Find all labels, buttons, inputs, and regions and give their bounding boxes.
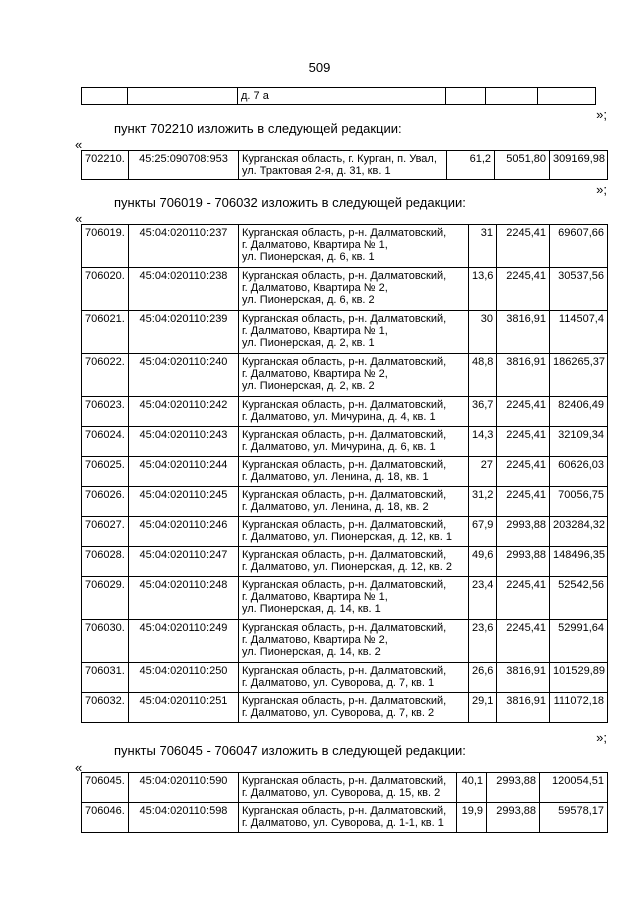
record-number-cell: 706030.	[82, 620, 129, 663]
address-line: г. Далматово, ул. Мичурина, д. 6, кв. 1	[242, 441, 436, 453]
address-line: Курганская область, р-н. Далматовский,	[242, 579, 447, 591]
area-cell: 13,6	[469, 268, 497, 311]
table-row	[82, 354, 608, 397]
record-number-cell: 706026.	[82, 487, 129, 517]
price-per-unit-cell: 2993,88	[487, 803, 540, 833]
price-per-unit-cell: 2245,41	[497, 427, 550, 457]
cadastral-value-cell: 101529,89	[550, 663, 608, 693]
cadastral-number-cell: 45:04:020110:251	[129, 693, 239, 723]
record-number-cell: 706046.	[82, 803, 129, 833]
cadastral-value-cell: 114507,4	[550, 311, 608, 354]
address-line: Курганская область, р-н. Далматовский,	[242, 429, 447, 441]
address-line: Курганская область, р-н. Далматовский,	[242, 519, 447, 531]
cadastral-number-cell: 45:04:020110:245	[129, 487, 239, 517]
area-cell: 40,1	[457, 773, 487, 803]
address-line: г. Далматово, ул. Пионерская, д. 12, кв. 1	[242, 531, 452, 543]
price-per-unit-cell: 2993,88	[497, 547, 550, 577]
record-number-cell: 706027.	[82, 517, 129, 547]
closing-quote: »;	[596, 107, 607, 122]
address-cell	[239, 457, 469, 487]
table-cell	[82, 88, 128, 105]
area-cell: 26,6	[469, 663, 497, 693]
area-cell: 48,8	[469, 354, 497, 397]
cadastral-number-cell: 45:04:020110:237	[129, 225, 239, 268]
cadastral-number-cell: 45:04:020110:249	[129, 620, 239, 663]
cadastral-value-cell: 59578,17	[540, 803, 608, 833]
record-number-cell: 706032.	[82, 693, 129, 723]
table-row	[82, 457, 608, 487]
area-cell: 31,2	[469, 487, 497, 517]
address-cell	[239, 427, 469, 457]
address-line: г. Далматово, ул. Суворова, д. 7, кв. 2	[242, 707, 435, 719]
record-number-cell: 706031.	[82, 663, 129, 693]
record-number-cell: 706025.	[82, 457, 129, 487]
cadastral-number-cell: 45:04:020110:246	[129, 517, 239, 547]
cadastral-value-cell: 120054,51	[540, 773, 608, 803]
cadastral-value-cell: 30537,56	[550, 268, 608, 311]
address-line: Курганская область, р-н. Далматовский,	[242, 227, 447, 239]
table-row	[82, 311, 608, 354]
table-row	[82, 517, 608, 547]
cadastral-number-cell: 45:04:020110:598	[129, 803, 239, 833]
address-cell	[239, 577, 469, 620]
cadastral-number-cell: 45:04:020110:238	[129, 268, 239, 311]
area-cell: 67,9	[469, 517, 497, 547]
table-cell	[128, 88, 238, 105]
address-line: г. Далматово, Квартира № 1,	[242, 591, 388, 603]
address-line: г. Далматово, Квартира № 2,	[242, 634, 388, 646]
address-line: ул. Трактовая 2-я, д. 31, кв. 1	[242, 165, 391, 177]
address-line: Курганская область, р-н. Далматовский,	[242, 695, 447, 707]
address-line: Курганская область, р-н. Далматовский,	[242, 459, 447, 471]
address-line: Курганская область, р-н. Далматовский,	[242, 489, 447, 501]
cadastral-number-cell: 45:04:020110:242	[129, 397, 239, 427]
cadastral-value-cell: 82406,49	[550, 397, 608, 427]
address-line: г. Далматово, ул. Мичурина, д. 4, кв. 1	[242, 411, 436, 423]
cadastral-number-cell: 45:04:020110:247	[129, 547, 239, 577]
record-number-cell: 702210.	[82, 151, 129, 180]
table-cell	[446, 88, 486, 105]
address-line: ул. Пионерская, д. 14, кв. 1	[242, 603, 381, 615]
address-line: Курганская область, р-н. Далматовский,	[242, 356, 447, 368]
record-number-cell: 706021.	[82, 311, 129, 354]
table-row	[82, 151, 608, 180]
opening-quote: «	[75, 137, 83, 152]
address-cell	[239, 773, 457, 803]
address-line: Курганская область, р-н. Далматовский,	[242, 399, 447, 411]
table-row	[82, 427, 608, 457]
cadastral-number-cell: 45:04:020110:243	[129, 427, 239, 457]
address-line: ул. Пионерская, д. 6, кв. 2	[242, 294, 375, 306]
cadastral-number-cell: 45:25:090708:953	[129, 151, 239, 180]
address-line: Курганская область, р-н. Далматовский,	[242, 549, 447, 561]
table-row	[82, 547, 608, 577]
price-per-unit-cell: 2245,41	[497, 487, 550, 517]
cadastral-number-cell: 45:04:020110:239	[129, 311, 239, 354]
address-line: г. Далматово, ул. Ленина, д. 18, кв. 1	[242, 471, 429, 483]
closing-quote: »;	[596, 182, 607, 197]
address-line: ул. Пионерская, д. 2, кв. 2	[242, 380, 375, 392]
record-number-cell: 706045.	[82, 773, 129, 803]
address-line: Курганская область, р-н. Далматовский,	[242, 622, 447, 634]
address-line: г. Далматово, Квартира № 2,	[242, 368, 388, 380]
area-cell: 30	[469, 311, 497, 354]
address-cell	[239, 151, 447, 180]
area-cell: 29,1	[469, 693, 497, 723]
address-cell	[239, 397, 469, 427]
price-per-unit-cell: 2993,88	[497, 517, 550, 547]
address-cell	[239, 620, 469, 663]
table-row	[82, 620, 608, 663]
address-line: г. Далматово, ул. Ленина, д. 18, кв. 2	[242, 501, 429, 513]
address-line: г. Далматово, ул. Пионерская, д. 12, кв. 2	[242, 561, 452, 573]
address-line: ул. Пионерская, д. 2, кв. 1	[242, 337, 375, 349]
area-cell: 49,6	[469, 547, 497, 577]
address-line: г. Далматово, ул. Суворова, д. 7, кв. 1	[242, 677, 435, 689]
area-cell: 27	[469, 457, 497, 487]
address-cell	[239, 311, 469, 354]
price-per-unit-cell: 2245,41	[497, 225, 550, 268]
area-cell: 23,6	[469, 620, 497, 663]
top-fragment-table	[81, 87, 596, 105]
table-row	[82, 577, 608, 620]
price-per-unit-cell: 2245,41	[497, 457, 550, 487]
cadastral-number-cell: 45:04:020110:240	[129, 354, 239, 397]
table-row	[82, 773, 608, 803]
table-cell	[538, 88, 596, 105]
cadastral-value-cell: 69607,66	[550, 225, 608, 268]
table-row	[82, 88, 596, 105]
address-line: г. Далматово, ул. Суворова, д. 15, кв. 2	[242, 787, 441, 799]
record-number-cell: 706024.	[82, 427, 129, 457]
table-row	[82, 225, 608, 268]
cadastral-number-cell: 45:04:020110:248	[129, 577, 239, 620]
price-per-unit-cell: 3816,91	[497, 311, 550, 354]
address-line: Курганская область, р-н. Далматовский,	[242, 665, 447, 677]
area-cell: 36,7	[469, 397, 497, 427]
opening-quote: «	[75, 760, 83, 775]
table-702210	[81, 150, 608, 180]
cadastral-value-cell: 309169,98	[550, 151, 608, 180]
price-per-unit-cell: 5051,80	[495, 151, 550, 180]
price-per-unit-cell: 2245,41	[497, 268, 550, 311]
area-cell: 19,9	[457, 803, 487, 833]
address-line: Курганская область, р-н. Далматовский,	[242, 270, 447, 282]
table-row	[82, 397, 608, 427]
table-cell: д. 7 а	[238, 88, 446, 105]
table-row	[82, 693, 608, 723]
address-line: г. Далматово, Квартира № 2,	[242, 282, 388, 294]
address-line: Курганская область, р-н. Далматовский,	[242, 313, 447, 325]
table-row	[82, 268, 608, 311]
cadastral-value-cell: 148496,35	[550, 547, 608, 577]
cadastral-value-cell: 186265,37	[550, 354, 608, 397]
price-per-unit-cell: 2245,41	[497, 620, 550, 663]
cadastral-value-cell: 203284,32	[550, 517, 608, 547]
address-cell	[239, 225, 469, 268]
page-number: 509	[308, 60, 331, 75]
cadastral-value-cell: 32109,34	[550, 427, 608, 457]
table-row	[82, 803, 608, 833]
address-line: Курганская область, г. Курган, п. Увал,	[242, 153, 437, 165]
address-cell	[239, 693, 469, 723]
address-line: Курганская область, р-н. Далматовский,	[242, 805, 447, 817]
table-cell	[486, 88, 538, 105]
opening-quote: «	[75, 211, 83, 226]
record-number-cell: 706028.	[82, 547, 129, 577]
price-per-unit-cell: 2245,41	[497, 577, 550, 620]
table-row	[82, 487, 608, 517]
address-line: г. Далматово, Квартира № 1,	[242, 325, 388, 337]
address-line: г. Далматово, Квартира № 1,	[242, 239, 388, 251]
record-number-cell: 706023.	[82, 397, 129, 427]
cadastral-number-cell: 45:04:020110:590	[129, 773, 239, 803]
area-cell: 14,3	[469, 427, 497, 457]
area-cell: 23,4	[469, 577, 497, 620]
address-line: ул. Пионерская, д. 6, кв. 1	[242, 251, 375, 263]
cadastral-value-cell: 70056,75	[550, 487, 608, 517]
cadastral-value-cell: 52991,64	[550, 620, 608, 663]
cadastral-value-cell: 60626,03	[550, 457, 608, 487]
area-cell: 61,2	[447, 151, 495, 180]
record-number-cell: 706019.	[82, 225, 129, 268]
cadastral-number-cell: 45:04:020110:244	[129, 457, 239, 487]
address-line: г. Далматово, ул. Суворова, д. 1-1, кв. 1	[242, 817, 444, 829]
address-cell	[239, 487, 469, 517]
price-per-unit-cell: 3816,91	[497, 354, 550, 397]
address-line: Курганская область, р-н. Далматовский,	[242, 775, 447, 787]
address-cell	[239, 803, 457, 833]
address-cell	[239, 547, 469, 577]
address-cell	[239, 268, 469, 311]
table-706045-706047	[81, 772, 608, 833]
section-heading-706045-706047: пункты 706045 - 706047 изложить в следующей редакции:	[114, 743, 466, 758]
table-706019-706032	[81, 224, 608, 723]
record-number-cell: 706020.	[82, 268, 129, 311]
section-heading-706019-706032: пункты 706019 - 706032 изложить в следующей редакции:	[114, 195, 466, 210]
record-number-cell: 706029.	[82, 577, 129, 620]
price-per-unit-cell: 3816,91	[497, 663, 550, 693]
price-per-unit-cell: 2993,88	[487, 773, 540, 803]
cadastral-value-cell: 111072,18	[550, 693, 608, 723]
section-heading-702210: пункт 702210 изложить в следующей редакции:	[114, 121, 402, 136]
table-row	[82, 663, 608, 693]
address-cell	[239, 663, 469, 693]
closing-quote: »;	[596, 730, 607, 745]
price-per-unit-cell: 3816,91	[497, 693, 550, 723]
cadastral-value-cell: 52542,56	[550, 577, 608, 620]
record-number-cell: 706022.	[82, 354, 129, 397]
address-cell	[239, 517, 469, 547]
price-per-unit-cell: 2245,41	[497, 397, 550, 427]
area-cell: 31	[469, 225, 497, 268]
address-cell	[239, 354, 469, 397]
cadastral-number-cell: 45:04:020110:250	[129, 663, 239, 693]
address-line: ул. Пионерская, д. 14, кв. 2	[242, 646, 381, 658]
